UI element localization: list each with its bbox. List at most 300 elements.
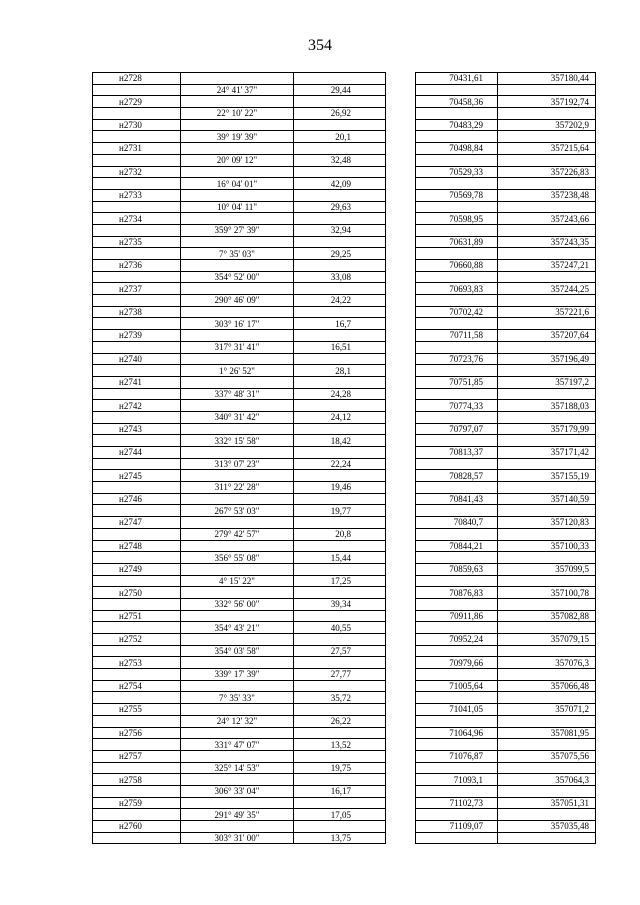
segment-length: 27,77 — [294, 669, 386, 681]
y-coordinate: 357197,2 — [498, 376, 596, 388]
x-coordinate: 70498,84 — [416, 143, 498, 155]
gap-cell — [386, 552, 416, 564]
distance-cell-empty — [294, 306, 386, 318]
y-coordinate: 357243,66 — [498, 213, 596, 225]
x-cell-empty — [416, 692, 498, 704]
angle-cell-empty — [181, 610, 294, 622]
x-coordinate: 70859,63 — [416, 563, 498, 575]
angle-cell-empty — [181, 119, 294, 131]
y-cell-empty — [498, 178, 596, 190]
table-row-segment — [93, 435, 596, 447]
x-coordinate: 70660,88 — [416, 260, 498, 272]
gap-cell — [386, 365, 416, 377]
y-cell-empty — [498, 224, 596, 236]
table-row-segment — [93, 622, 596, 634]
x-cell-empty — [416, 739, 498, 751]
angle-cell-empty — [181, 306, 294, 318]
gap-cell — [386, 680, 416, 692]
direction-angle: 303° 31' 00" — [181, 832, 294, 844]
direction-angle: 331° 47' 07" — [181, 739, 294, 751]
gap-cell — [386, 727, 416, 739]
point-label: н2739 — [93, 330, 181, 342]
direction-angle: 291° 49' 35" — [181, 809, 294, 821]
point-cell-empty — [93, 645, 181, 657]
x-cell-empty — [416, 201, 498, 213]
direction-angle: 317° 31' 41" — [181, 341, 294, 353]
gap-cell — [386, 704, 416, 716]
gap-cell — [386, 143, 416, 155]
y-coordinate: 357188,03 — [498, 400, 596, 412]
distance-cell-empty — [294, 447, 386, 459]
table-row-point — [93, 447, 596, 459]
distance-cell-empty — [294, 774, 386, 786]
point-label: н2751 — [93, 610, 181, 622]
angle-cell-empty — [181, 447, 294, 459]
segment-length: 32,48 — [294, 154, 386, 166]
point-cell-empty — [93, 248, 181, 260]
point-cell-empty — [93, 388, 181, 400]
gap-cell — [386, 750, 416, 762]
y-cell-empty — [498, 575, 596, 587]
x-cell-empty — [416, 248, 498, 260]
y-coordinate: 357100,78 — [498, 587, 596, 599]
page-number: 354 — [308, 37, 332, 54]
distance-cell-empty — [294, 704, 386, 716]
coordinates-table-body — [93, 73, 596, 844]
table-row-point — [93, 727, 596, 739]
angle-cell-empty — [181, 563, 294, 575]
angle-cell-empty — [181, 400, 294, 412]
segment-length: 24,28 — [294, 388, 386, 400]
table-row-segment — [93, 271, 596, 283]
table-row-point — [93, 704, 596, 716]
gap-cell — [386, 470, 416, 482]
point-cell-empty — [93, 762, 181, 774]
table-row-segment — [93, 154, 596, 166]
gap-cell — [386, 505, 416, 517]
table-row-segment — [93, 458, 596, 470]
x-coordinate: 71076,87 — [416, 750, 498, 762]
direction-angle: 339° 17' 39" — [181, 669, 294, 681]
point-cell-empty — [93, 739, 181, 751]
table-row-segment — [93, 131, 596, 143]
table-row-point — [93, 400, 596, 412]
x-coordinate: 70979,66 — [416, 657, 498, 669]
gap-cell — [386, 610, 416, 622]
angle-cell-empty — [181, 376, 294, 388]
point-label: н2728 — [93, 73, 181, 85]
y-cell-empty — [498, 832, 596, 844]
point-cell-empty — [93, 832, 181, 844]
gap-cell — [386, 423, 416, 435]
segment-length: 13,52 — [294, 739, 386, 751]
distance-cell-empty — [294, 423, 386, 435]
point-cell-empty — [93, 458, 181, 470]
point-cell-empty — [93, 318, 181, 330]
y-coordinate: 357082,88 — [498, 610, 596, 622]
angle-cell-empty — [181, 587, 294, 599]
y-coordinate: 357247,21 — [498, 260, 596, 272]
table-row-point — [93, 283, 596, 295]
table-row-segment — [93, 669, 596, 681]
y-cell-empty — [498, 692, 596, 704]
direction-angle: 356° 55' 08" — [181, 552, 294, 564]
y-cell-empty — [498, 365, 596, 377]
distance-cell-empty — [294, 236, 386, 248]
angle-cell-empty — [181, 213, 294, 225]
point-cell-empty — [93, 365, 181, 377]
x-cell-empty — [416, 224, 498, 236]
point-cell-empty — [93, 154, 181, 166]
point-label: н2740 — [93, 353, 181, 365]
gap-cell — [386, 400, 416, 412]
x-coordinate: 71041,05 — [416, 704, 498, 716]
point-cell-empty — [93, 692, 181, 704]
y-cell-empty — [498, 131, 596, 143]
point-cell-empty — [93, 575, 181, 587]
gap-cell — [386, 96, 416, 108]
point-cell-empty — [93, 598, 181, 610]
x-cell-empty — [416, 295, 498, 307]
gap-cell — [386, 587, 416, 599]
segment-length: 15,44 — [294, 552, 386, 564]
point-label: н2741 — [93, 376, 181, 388]
distance-cell-empty — [294, 400, 386, 412]
point-cell-empty — [93, 809, 181, 821]
y-cell-empty — [498, 84, 596, 96]
x-cell-empty — [416, 622, 498, 634]
x-cell-empty — [416, 505, 498, 517]
gap-cell — [386, 84, 416, 96]
angle-cell-empty — [181, 423, 294, 435]
gap-cell — [386, 517, 416, 529]
y-coordinate: 357079,15 — [498, 634, 596, 646]
point-cell-empty — [93, 785, 181, 797]
point-label: н2738 — [93, 306, 181, 318]
y-cell-empty — [498, 388, 596, 400]
y-cell-empty — [498, 295, 596, 307]
distance-cell-empty — [294, 353, 386, 365]
table-row-segment — [93, 482, 596, 494]
gap-cell — [386, 131, 416, 143]
segment-length: 13,75 — [294, 832, 386, 844]
y-coordinate: 357075,56 — [498, 750, 596, 762]
gap-cell — [386, 295, 416, 307]
table-row-segment — [93, 715, 596, 727]
x-cell-empty — [416, 341, 498, 353]
y-coordinate: 357207,64 — [498, 330, 596, 342]
table-row-segment — [93, 341, 596, 353]
table-row-segment — [93, 224, 596, 236]
y-coordinate: 357196,49 — [498, 353, 596, 365]
y-coordinate: 357100,33 — [498, 540, 596, 552]
table-row-segment — [93, 84, 596, 96]
y-coordinate: 357120,83 — [498, 517, 596, 529]
x-coordinate: 70911,86 — [416, 610, 498, 622]
y-cell-empty — [498, 318, 596, 330]
x-coordinate: 70828,57 — [416, 470, 498, 482]
gap-cell — [386, 353, 416, 365]
table-row-segment — [93, 785, 596, 797]
gap-cell — [386, 832, 416, 844]
gap-cell — [386, 73, 416, 85]
angle-cell-empty — [181, 470, 294, 482]
x-cell-empty — [416, 388, 498, 400]
angle-cell-empty — [181, 797, 294, 809]
direction-angle: 4° 15' 22" — [181, 575, 294, 587]
point-cell-empty — [93, 435, 181, 447]
direction-angle: 332° 15' 58" — [181, 435, 294, 447]
y-coordinate: 357244,25 — [498, 283, 596, 295]
x-coordinate: 70813,37 — [416, 447, 498, 459]
distance-cell-empty — [294, 540, 386, 552]
point-label: н2737 — [93, 283, 181, 295]
gap-cell — [386, 715, 416, 727]
y-cell-empty — [498, 715, 596, 727]
table-row-point — [93, 821, 596, 833]
x-cell-empty — [416, 318, 498, 330]
direction-angle: 354° 43' 21" — [181, 622, 294, 634]
point-label: н2758 — [93, 774, 181, 786]
x-cell-empty — [416, 271, 498, 283]
direction-angle: 303° 16' 17" — [181, 318, 294, 330]
segment-length: 19,75 — [294, 762, 386, 774]
angle-cell-empty — [181, 236, 294, 248]
y-cell-empty — [498, 458, 596, 470]
direction-angle: 22° 10' 22" — [181, 108, 294, 120]
point-label: н2753 — [93, 657, 181, 669]
direction-angle: 10° 04' 11" — [181, 201, 294, 213]
y-coordinate: 357066,48 — [498, 680, 596, 692]
x-coordinate: 70693,83 — [416, 283, 498, 295]
table-row-point — [93, 213, 596, 225]
point-label: н2747 — [93, 517, 181, 529]
direction-angle: 7° 35' 03" — [181, 248, 294, 260]
direction-angle: 313° 07' 23" — [181, 458, 294, 470]
y-coordinate: 357051,31 — [498, 797, 596, 809]
distance-cell-empty — [294, 470, 386, 482]
direction-angle: 279° 42' 57" — [181, 528, 294, 540]
table-row-segment — [93, 762, 596, 774]
point-label: н2749 — [93, 563, 181, 575]
y-coordinate: 357243,35 — [498, 236, 596, 248]
point-cell-empty — [93, 411, 181, 423]
point-label: н2752 — [93, 634, 181, 646]
gap-cell — [386, 622, 416, 634]
table-row-point — [93, 376, 596, 388]
point-label: н2759 — [93, 797, 181, 809]
y-coordinate: 357202,9 — [498, 119, 596, 131]
x-coordinate: 71102,73 — [416, 797, 498, 809]
x-coordinate: 70774,33 — [416, 400, 498, 412]
direction-angle: 337° 48' 31" — [181, 388, 294, 400]
y-cell-empty — [498, 341, 596, 353]
y-cell-empty — [498, 669, 596, 681]
table-row-point — [93, 587, 596, 599]
gap-cell — [386, 224, 416, 236]
y-cell-empty — [498, 505, 596, 517]
direction-angle: 354° 03' 58" — [181, 645, 294, 657]
y-cell-empty — [498, 411, 596, 423]
x-coordinate: 70529,33 — [416, 166, 498, 178]
x-cell-empty — [416, 598, 498, 610]
distance-cell-empty — [294, 493, 386, 505]
table-row-point — [93, 540, 596, 552]
gap-cell — [386, 283, 416, 295]
gap-cell — [386, 821, 416, 833]
angle-cell-empty — [181, 493, 294, 505]
gap-cell — [386, 528, 416, 540]
x-cell-empty — [416, 762, 498, 774]
angle-cell-empty — [181, 727, 294, 739]
x-coordinate: 71005,64 — [416, 680, 498, 692]
segment-length: 26,22 — [294, 715, 386, 727]
table-row-point — [93, 797, 596, 809]
y-cell-empty — [498, 271, 596, 283]
table-row-segment — [93, 295, 596, 307]
table-row-point — [93, 657, 596, 669]
angle-cell-empty — [181, 189, 294, 201]
angle-cell-empty — [181, 540, 294, 552]
y-cell-empty — [498, 622, 596, 634]
gap-cell — [386, 797, 416, 809]
gap-cell — [386, 692, 416, 704]
angle-cell-empty — [181, 517, 294, 529]
angle-cell-empty — [181, 143, 294, 155]
segment-length: 16,7 — [294, 318, 386, 330]
x-coordinate: 70702,42 — [416, 306, 498, 318]
point-cell-empty — [93, 505, 181, 517]
table-row-point — [93, 73, 596, 85]
gap-cell — [386, 189, 416, 201]
table-row-point — [93, 166, 596, 178]
table-row-point — [93, 634, 596, 646]
distance-cell-empty — [294, 73, 386, 85]
gap-cell — [386, 493, 416, 505]
distance-cell-empty — [294, 517, 386, 529]
table-row-point — [93, 143, 596, 155]
gap-cell — [386, 248, 416, 260]
segment-length: 20,8 — [294, 528, 386, 540]
table-row-segment — [93, 318, 596, 330]
y-cell-empty — [498, 809, 596, 821]
angle-cell-empty — [181, 283, 294, 295]
distance-cell-empty — [294, 727, 386, 739]
point-label: н2754 — [93, 680, 181, 692]
gap-cell — [386, 119, 416, 131]
segment-length: 17,25 — [294, 575, 386, 587]
point-label: н2730 — [93, 119, 181, 131]
table-row-segment — [93, 552, 596, 564]
angle-cell-empty — [181, 750, 294, 762]
point-cell-empty — [93, 295, 181, 307]
point-cell-empty — [93, 669, 181, 681]
angle-cell-empty — [181, 634, 294, 646]
point-label: н2736 — [93, 260, 181, 272]
y-cell-empty — [498, 248, 596, 260]
point-cell-empty — [93, 552, 181, 564]
point-cell-empty — [93, 178, 181, 190]
point-label: н2735 — [93, 236, 181, 248]
gap-cell — [386, 201, 416, 213]
angle-cell-empty — [181, 680, 294, 692]
x-coordinate: 70844,21 — [416, 540, 498, 552]
direction-angle: 340° 31' 42" — [181, 411, 294, 423]
point-cell-empty — [93, 715, 181, 727]
y-cell-empty — [498, 762, 596, 774]
table-row-point — [93, 563, 596, 575]
x-cell-empty — [416, 154, 498, 166]
point-cell-empty — [93, 341, 181, 353]
x-cell-empty — [416, 108, 498, 120]
angle-cell-empty — [181, 774, 294, 786]
table-row-segment — [93, 692, 596, 704]
direction-angle: 39° 19' 39" — [181, 131, 294, 143]
y-cell-empty — [498, 435, 596, 447]
point-label: н2733 — [93, 189, 181, 201]
direction-angle: 325° 14' 53" — [181, 762, 294, 774]
segment-length: 42,09 — [294, 178, 386, 190]
distance-cell-empty — [294, 634, 386, 646]
point-label: н2755 — [93, 704, 181, 716]
table-row-point — [93, 96, 596, 108]
x-cell-empty — [416, 458, 498, 470]
y-coordinate: 357180,44 — [498, 73, 596, 85]
table-row-point — [93, 119, 596, 131]
segment-length: 19,46 — [294, 482, 386, 494]
table-row-point — [93, 330, 596, 342]
table-row-segment — [93, 832, 596, 844]
table-row-segment — [93, 739, 596, 751]
segment-length: 29,63 — [294, 201, 386, 213]
segment-length: 16,17 — [294, 785, 386, 797]
y-coordinate: 357140,59 — [498, 493, 596, 505]
table-row-segment — [93, 248, 596, 260]
x-coordinate: 70631,89 — [416, 236, 498, 248]
segment-length: 28,1 — [294, 365, 386, 377]
gap-cell — [386, 739, 416, 751]
table-row-segment — [93, 365, 596, 377]
x-coordinate: 70840,7 — [416, 517, 498, 529]
y-coordinate: 357192,74 — [498, 96, 596, 108]
point-label: н2732 — [93, 166, 181, 178]
x-coordinate: 70751,85 — [416, 376, 498, 388]
y-coordinate: 357238,48 — [498, 189, 596, 201]
y-cell-empty — [498, 482, 596, 494]
segment-length: 22,24 — [294, 458, 386, 470]
gap-cell — [386, 376, 416, 388]
y-coordinate: 357099,5 — [498, 563, 596, 575]
gap-cell — [386, 341, 416, 353]
segment-length: 29,44 — [294, 84, 386, 96]
distance-cell-empty — [294, 680, 386, 692]
gap-cell — [386, 108, 416, 120]
table-row-segment — [93, 598, 596, 610]
gap-cell — [386, 657, 416, 669]
segment-length: 35,72 — [294, 692, 386, 704]
y-cell-empty — [498, 552, 596, 564]
table-row-point — [93, 517, 596, 529]
y-cell-empty — [498, 785, 596, 797]
y-cell-empty — [498, 645, 596, 657]
table-row-segment — [93, 388, 596, 400]
gap-cell — [386, 260, 416, 272]
point-cell-empty — [93, 84, 181, 96]
y-coordinate: 357081,95 — [498, 727, 596, 739]
table-row-point — [93, 236, 596, 248]
segment-length: 20,1 — [294, 131, 386, 143]
x-coordinate: 70569,78 — [416, 189, 498, 201]
